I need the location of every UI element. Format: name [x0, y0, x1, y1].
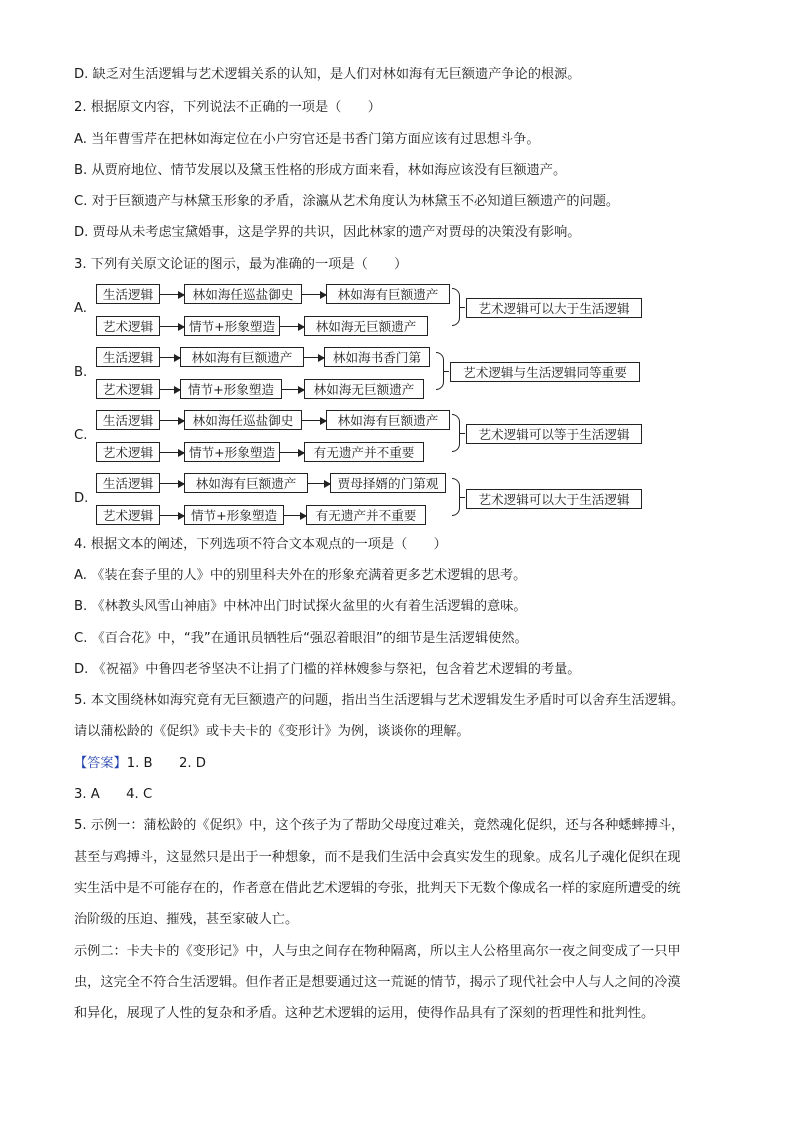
diagram-box: 有无遗产并不重要	[304, 442, 424, 462]
diagram-box: 林如海无巨额遗产	[304, 316, 428, 336]
q2-option-c: C. 对于巨额遗产与林黛玉形象的矛盾，涂瀛从艺术角度认为林黛玉不必知道巨额遗产的问题。	[74, 194, 620, 209]
arrow-icon	[160, 483, 184, 484]
q3-diagrams	[74, 280, 714, 530]
option-letter: C.	[74, 428, 88, 443]
answer-tag: 【答案】	[74, 756, 127, 771]
diagram-box: 生活逻辑	[96, 347, 160, 367]
diagram-box: 生活逻辑	[96, 410, 160, 430]
diagram-box: 情节+形象塑造	[184, 442, 280, 462]
q2-option-d: D. 贾母从未考虑宝黛婚事，这是学界的共识，因此林家的遗产对贾母的决策没有影响。	[74, 225, 581, 240]
diagram-box: 艺术逻辑	[96, 442, 160, 462]
q2-stem: 2. 根据原文内容，下列说法不正确的一项是（ ）	[74, 100, 381, 115]
diagram-conclusion: 艺术逻辑与生活逻辑同等重要	[450, 362, 640, 382]
diagram-box: 情节+形象塑造	[184, 505, 284, 525]
arrow-icon	[160, 420, 184, 421]
diagram-box: 情节+形象塑造	[184, 316, 280, 336]
diagram-conclusion: 艺术逻辑可以等于生活逻辑	[466, 424, 642, 444]
arrow-icon	[160, 515, 184, 516]
answer-line-2: 3. A 4. C	[74, 787, 153, 802]
q4-option-d: D. 《祝福》中鲁四老爷坚决不让捐了门槛的祥林嫂参与祭祀，包含着艺术逻辑的考量。	[74, 662, 581, 677]
q2-option-a: A. 当年曹雪芹在把林如海定位在小户穷官还是书香门第方面应该有过思想斗争。	[74, 132, 540, 147]
diagram-box: 林如海任巡盐御史	[184, 284, 302, 304]
arrow-icon	[160, 389, 180, 390]
diagram-box: 贾母择婿的门第观	[330, 473, 446, 493]
q5-stem-cont: 请以蒲松龄的《促织》或卡夫卡的《变形计》为例，谈谈你的理解。	[74, 724, 470, 739]
diagram-box: 情节+形象塑造	[180, 379, 282, 399]
arrow-icon	[280, 452, 304, 453]
arrow-icon	[308, 483, 330, 484]
q4-option-c: C. 《百合花》中，“我”在通讯员牺牲后“强忍着眼泪”的细节是生活逻辑使然。	[74, 631, 528, 646]
diagram-box: 生活逻辑	[96, 284, 160, 304]
brace-icon	[436, 352, 444, 390]
answer-values: 1. B 2. D	[126, 756, 206, 771]
example-1-line-2: 甚至与鸡搏斗，这显然只是出于一种想象，而不是我们生活中会真实发生的现象。成名儿子魂化促织在现	[74, 850, 681, 865]
diagram-box: 艺术逻辑	[96, 505, 160, 525]
example-1-line-1: 5. 示例一：蒲松龄的《促织》中，这个孩子为了帮助父母度过难关，竟然魂化促织，还与各种蟋蟀搏斗，	[74, 818, 685, 833]
diagram-box: 林如海有巨额遗产	[326, 284, 450, 304]
diagram-box: 林如海有巨额遗产	[180, 347, 304, 367]
diagram-conclusion: 艺术逻辑可以大于生活逻辑	[466, 489, 642, 509]
arrow-icon	[304, 357, 324, 358]
arrow-icon	[282, 389, 304, 390]
diagram-box: 有无遗产并不重要	[306, 505, 426, 525]
example-1-line-4: 治阶级的压迫、摧残，甚至家破人亡。	[74, 912, 299, 927]
diagram-box: 林如海任巡盐御史	[184, 410, 302, 430]
q4-option-a: A. 《装在套子里的人》中的别里科夫外在的形象充满着更多艺术逻辑的思考。	[74, 568, 527, 583]
example-2-line-1: 示例二：卡夫卡的《变形记》中，人与虫之间存在物种隔离，所以主人公格里高尔一夜之间变成了一只甲	[74, 944, 681, 959]
arrow-icon	[160, 326, 184, 327]
q1-option-d: D. 缺乏对生活逻辑与艺术逻辑关系的认知，是人们对林如海有无巨额遗产争论的根源。	[74, 67, 581, 82]
q2-option-b: B. 从贾府地位、情节发展以及黛玉性格的形成方面来看，林如海应该没有巨额遗产。	[74, 163, 567, 178]
diagram-box: 艺术逻辑	[96, 379, 160, 399]
arrow-icon	[284, 515, 306, 516]
diagram-box: 林如海无巨额遗产	[304, 379, 424, 399]
option-letter: D.	[74, 491, 89, 506]
option-letter: A.	[74, 301, 87, 316]
arrow-icon	[160, 357, 180, 358]
q3-stem: 3. 下列有关原文论证的图示，最为准确的一项是（ ）	[74, 257, 408, 272]
example-2-line-3: 和异化，展现了人性的复杂和矛盾。这种艺术逻辑的运用，使得作品具有了深刻的哲理性和批判性。	[74, 1006, 655, 1021]
option-letter: B.	[74, 365, 88, 380]
diagram-box: 艺术逻辑	[96, 316, 160, 336]
arrow-icon	[280, 326, 304, 327]
brace-icon	[452, 414, 460, 452]
example-2-line-2: 虫，这完全不符合生活逻辑。但作者正是想要通过这一荒诞的情节，揭示了现代社会中人与人之间的冷漠	[74, 975, 681, 990]
arrow-icon	[302, 294, 326, 295]
diagram-conclusion: 艺术逻辑可以大于生活逻辑	[466, 298, 642, 318]
diagram-box: 生活逻辑	[96, 473, 160, 493]
diagram-box: 林如海有巨额遗产	[326, 410, 450, 430]
brace-icon	[452, 288, 460, 326]
q5-stem: 5. 本文围绕林如海究竟有无巨额遗产的问题，指出当生活逻辑与艺术逻辑发生矛盾时可以舍弃生活逻辑。	[74, 693, 685, 708]
q4-option-b: B. 《林教头风雪山神庙》中林冲出门时试探火盆里的火有着生活逻辑的意味。	[74, 599, 527, 614]
arrow-icon	[302, 420, 326, 421]
brace-icon	[452, 478, 460, 516]
arrow-icon	[160, 452, 184, 453]
q4-stem: 4. 根据文本的阐述，下列选项不符合文本观点的一项是（ ）	[74, 537, 447, 552]
answer-line-1	[74, 755, 206, 773]
arrow-icon	[160, 294, 184, 295]
example-1-line-3: 实生活中是不可能存在的，作者意在借此艺术逻辑的夸张，批判天下无数个像成名一样的家庭所遭受的统	[74, 881, 681, 896]
diagram-box: 林如海书香门第	[324, 347, 430, 367]
diagram-box: 林如海有巨额遗产	[184, 473, 308, 493]
